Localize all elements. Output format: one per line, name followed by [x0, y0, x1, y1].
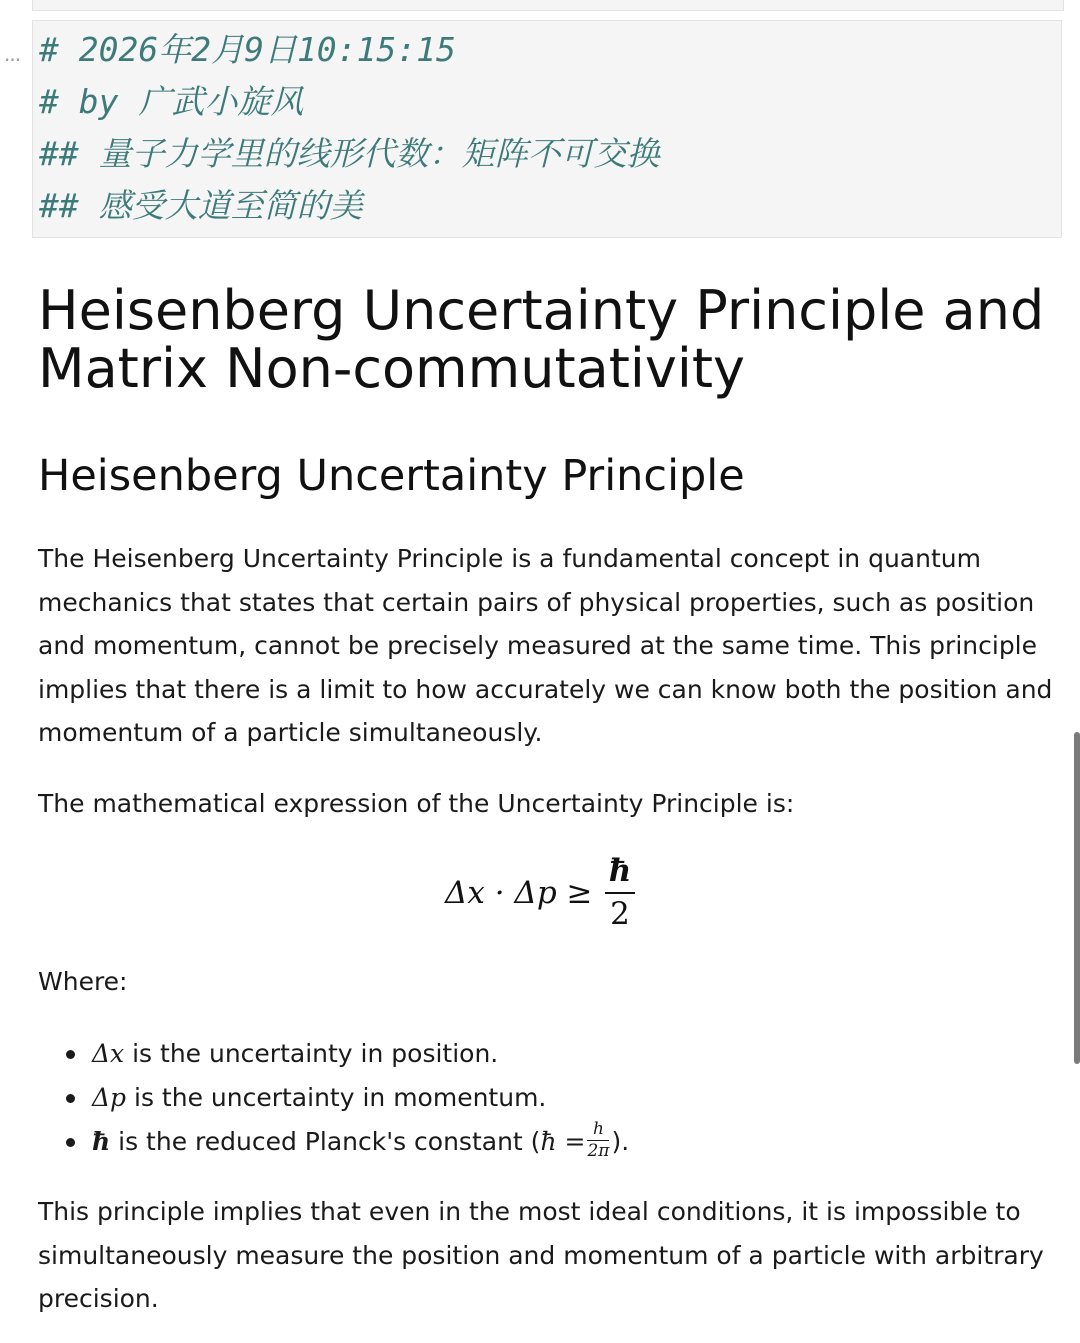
- list-item-text: is the uncertainty in momentum.: [126, 1083, 547, 1112]
- inline-frac-den: 2π: [587, 1140, 610, 1161]
- page-title: Heisenberg Uncertainty Principle and Matrix Non-commutativity: [38, 279, 1045, 400]
- cell-prompt-ellipsis[interactable]: ...: [4, 42, 21, 66]
- section-heading: Heisenberg Uncertainty Principle: [38, 451, 745, 501]
- where-label: Where:: [38, 967, 128, 996]
- list-item: [60, 1120, 629, 1164]
- code-line-4: ## 感受大道至简的美: [39, 186, 363, 225]
- delta-x-symbol: Δx: [92, 1039, 125, 1068]
- code-line-2: # by 广武小旋风: [39, 82, 304, 121]
- intro-paragraph: The Heisenberg Uncertainty Principle is a fundamental concept in quantum mechanics that states that certain pairs of physical properties, such as position and momentum, cannot be precisely measured at the same time. This principle implies that there is a limit to how accurately we can know both the position and momentum of a particle simultaneously.: [38, 544, 1053, 748]
- closing-paren: ).: [611, 1127, 630, 1156]
- scrollbar-thumb[interactable]: [1074, 732, 1080, 1064]
- code-cell[interactable]: [32, 20, 1062, 238]
- equation-fraction: [605, 852, 635, 932]
- list-item: [60, 1032, 629, 1076]
- conclusion-paragraph: This principle implies that even in the most ideal conditions, it is impossible to simultaneously measure the position and momentum of a particle with arbitrary precision.: [38, 1197, 1044, 1314]
- equation-numerator: ħ: [608, 853, 632, 889]
- delta-p-symbol: Δp: [92, 1083, 127, 1112]
- inline-hbar-eq: ħ =: [540, 1127, 586, 1156]
- list-item-text: is the reduced Planck's constant (: [110, 1127, 541, 1156]
- expression-intro: The mathematical expression of the Uncertainty Principle is:: [38, 789, 795, 818]
- uncertainty-equation: [445, 852, 665, 934]
- code-line-3: ## 量子力学里的线形代数：矩阵不可交换: [39, 134, 660, 173]
- hbar-symbol: ħ: [92, 1127, 111, 1156]
- list-item: [60, 1076, 629, 1120]
- previous-cell-edge: [32, 0, 1064, 11]
- definitions-list: [60, 1032, 629, 1164]
- list-item-text: is the uncertainty in position.: [124, 1039, 499, 1068]
- inline-frac-num: h: [592, 1118, 604, 1139]
- equation-denominator: 2: [610, 896, 630, 932]
- equation-lhs: Δx · Δp ≥: [445, 875, 593, 911]
- fraction-bar: [605, 892, 635, 894]
- code-line-1: # 2026年2月9日10:15:15: [39, 30, 456, 69]
- inline-fraction: [587, 1118, 610, 1161]
